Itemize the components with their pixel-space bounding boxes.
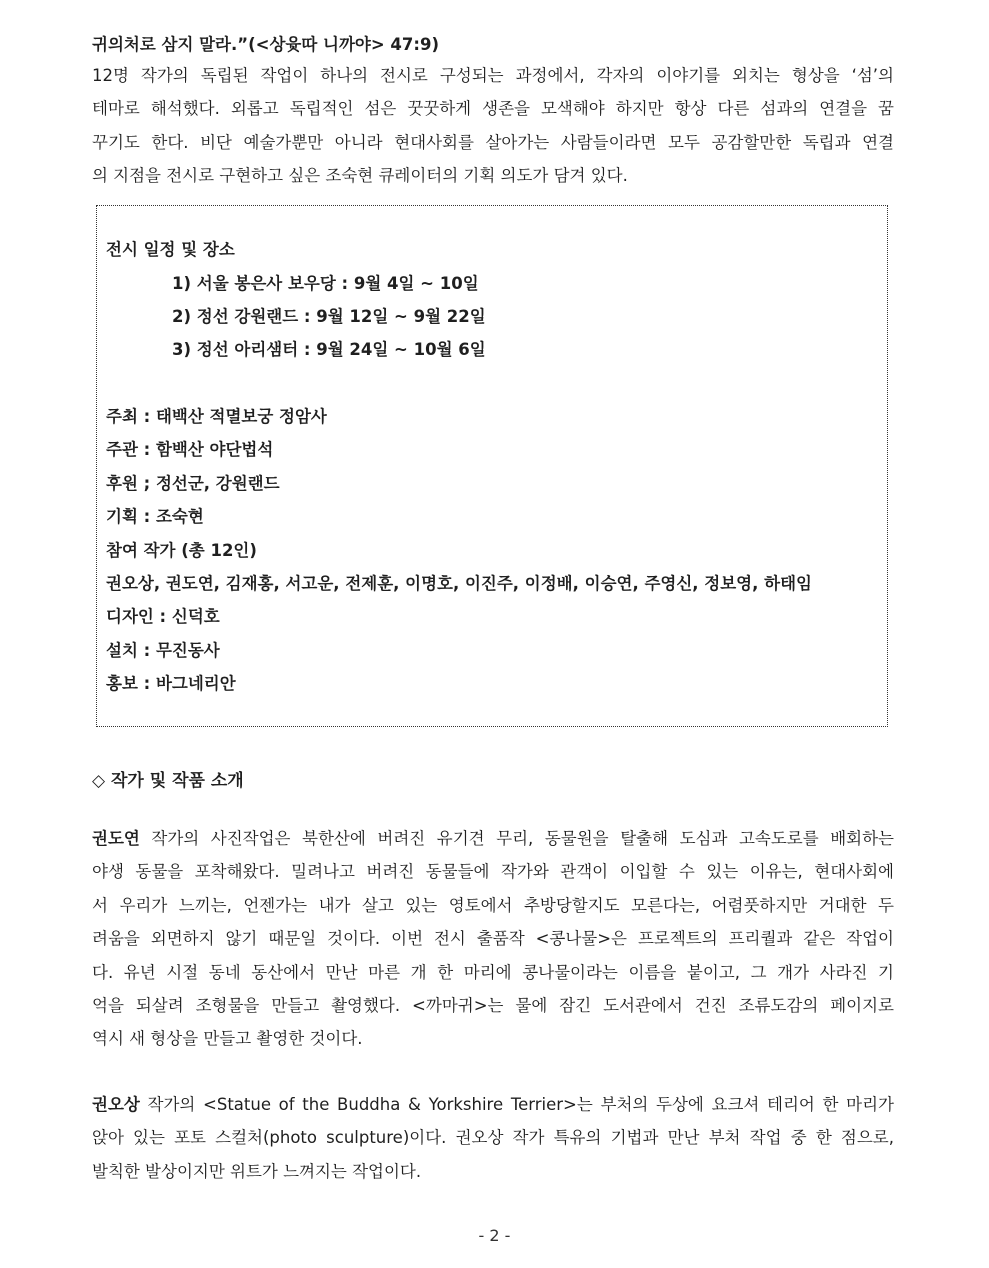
paragraph-line: 테마로 해석했다. 외롭고 독립적인 섬은 꿋꿋하게 생존을 모색해야 하지만 항상 다른 섬과의 연결을 꿈	[92, 99, 894, 119]
artists-title: 참여 작가 (총 12인)	[106, 541, 257, 560]
paragraph-line: 려움을 외면하지 않기 때문일 것이다. 이번 전시 출품작 <콩나물>은 프로젝트의 프리퀄과 같은 작업이	[92, 929, 894, 949]
paragraph-line: 야생 동물을 포착해왔다. 밀려나고 버려진 동물들에 작가와 관객이 이입할 수 있는 이유는, 현대사회에	[92, 862, 894, 882]
promo-line: 홍보 : 바그네리안	[106, 674, 236, 693]
paragraph-line: 앉아 있는 포토 스컬처(photo sculpture)이다. 권오상 작가 특유의 기법과 만난 부처 작업 중 한 점으로,	[92, 1128, 894, 1148]
schedule-item: 2) 정선 강원랜드 : 9월 12일 ~ 9월 22일	[172, 307, 486, 326]
sponsor-line: 후원 ; 정선군, 강원랜드	[106, 474, 280, 493]
paragraph-line	[92, 822, 894, 855]
paragraph-text: 작가의 <Statue of the Buddha & Yorkshire Terrier>는 부처의 두상에 요크셔 테리어 한 마리가	[139, 1095, 894, 1114]
section-title: ◇ 작가 및 작품 소개	[92, 771, 244, 791]
artist-name: 권도연	[92, 829, 140, 848]
organizer-line: 주관 : 함백산 야단법석	[106, 440, 274, 459]
paragraph-line: 꾸기도 한다. 비단 예술가뿐만 아니라 현대사회를 살아가는 사람들이라면 모두 공감할만한 독립과 연결	[92, 132, 894, 152]
intro-paragraph	[92, 59, 894, 193]
schedule-item: 3) 정선 아리샘터 : 9월 24일 ~ 10월 6일	[172, 340, 486, 359]
planning-line: 기획 : 조숙현	[106, 507, 204, 526]
artists-list: 권오상, 권도연, 김재홍, 서고운, 전제훈, 이명호, 이진주, 이정배, 이승연, 주영신, 정보영, 하태임	[106, 574, 812, 593]
artist-name: 권오상	[92, 1095, 140, 1114]
paragraph-line: 12명 작가의 독립된 작업이 하나의 전시로 구성되는 과정에서, 각자의 이야기를 외치는 형상을 ‘섬’의	[92, 66, 894, 85]
paragraph-line: 역시 새 형상을 만들고 촬영한 것이다.	[92, 1029, 363, 1049]
artist-paragraph-kwon-osang	[92, 1088, 894, 1188]
install-line: 설치 : 무진동사	[106, 641, 220, 660]
paragraph-text: 작가의 사진작업은 북한산에 버려진 유기견 무리, 동물원을 탈출해 도심과 고속도로를 배회하는	[139, 829, 894, 848]
paragraph-line	[92, 1088, 894, 1121]
host-line: 주최 : 태백산 적멸보궁 정암사	[106, 407, 327, 426]
paragraph-line: 억을 되살려 조형물을 만들고 촬영했다. <까마귀>는 물에 잠긴 도서관에서 건진 조류도감의 페이지로	[92, 996, 894, 1016]
exhibition-info-box	[96, 205, 888, 727]
paragraph-line: 다. 유년 시절 동네 동산에서 만난 마른 개 한 마리에 콩나물이라는 이름을 붙이고, 그 개가 사라진 기	[92, 962, 894, 982]
design-line: 디자인 : 신덕호	[106, 607, 220, 626]
schedule-title: 전시 일정 및 장소	[106, 240, 235, 259]
paragraph-line: 발칙한 발상이지만 위트가 느껴지는 작업이다.	[92, 1161, 422, 1181]
artist-paragraph-kwon-doyeon	[92, 822, 894, 1056]
paragraph-line: 의 지점을 전시로 구현하고 싶은 조숙현 큐레이터의 기획 의도가 담겨 있다.	[92, 166, 628, 186]
page-number: - 2 -	[478, 1226, 511, 1245]
quote-ending: 귀의처로 삼지 말라.”(<상윳따 니까야> 47:9)	[92, 35, 440, 54]
paragraph-line: 서 우리가 느끼는, 언젠가는 내가 살고 있는 영토에서 추방당할지도 모른다는, 어렴풋하지만 거대한 두	[92, 895, 894, 915]
schedule-item: 1) 서울 봉은사 보우당 : 9월 4일 ~ 10일	[172, 274, 479, 293]
